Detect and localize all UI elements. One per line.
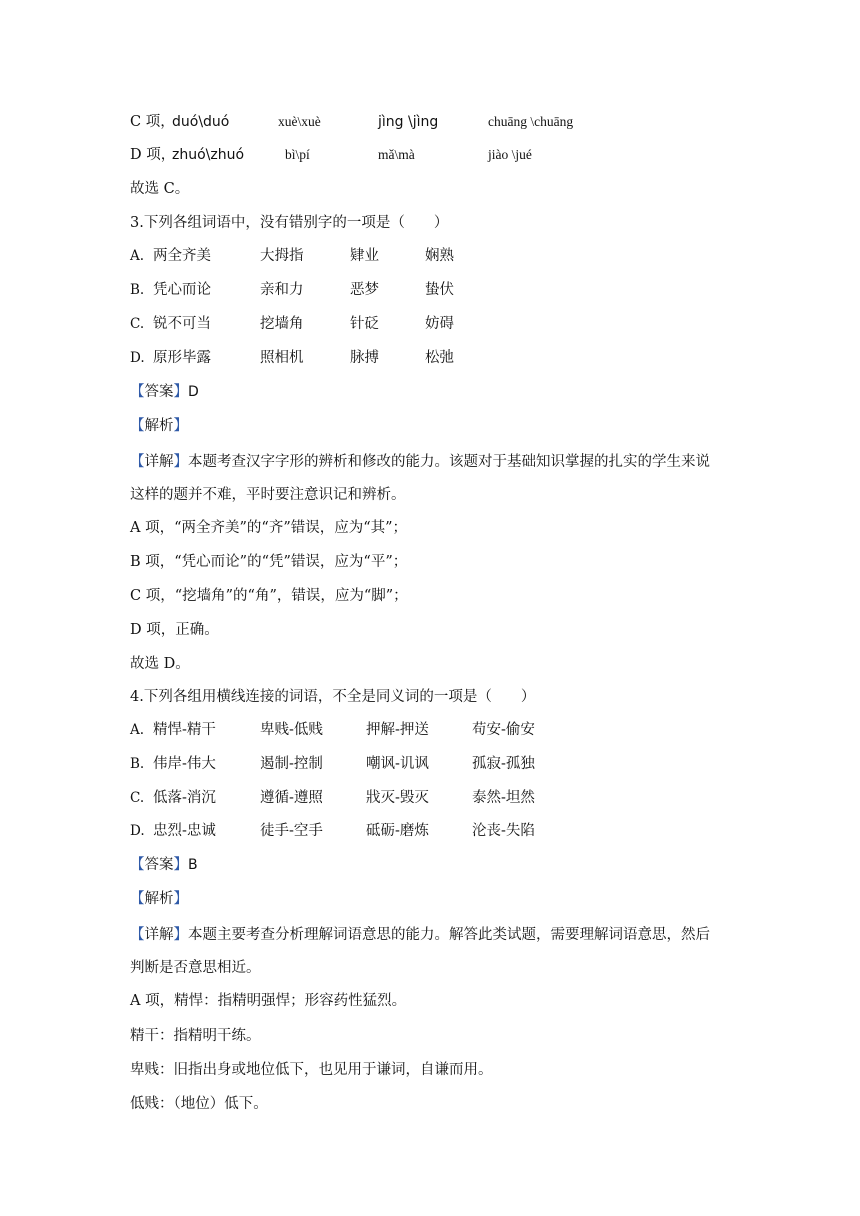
q3-option-b-word-2: 亲和力 <box>260 282 304 298</box>
q3-option-c-word-2: 挖墙角 <box>260 316 304 332</box>
q3-note-d: D 项，正确。 <box>130 622 219 638</box>
q2-conclusion: 故选 C。 <box>130 181 190 197</box>
q3-option-b-word-3: 恶梦 <box>350 282 379 298</box>
q3-option-d-word-2: 照相机 <box>260 350 304 366</box>
q4-detail-line-1 <box>130 925 710 945</box>
q3-analysis <box>130 416 188 436</box>
q2-c-prefix: C 项， <box>130 114 175 130</box>
q4-note-beijian: 卑贱：旧指出身或地位低下，也见用于谦词，自谦而用。 <box>130 1062 493 1078</box>
q3-analysis-head: 解析 <box>144 418 174 434</box>
q4-option-a-word-2: 卑贱-低贱 <box>260 722 323 738</box>
q4-note-a: A 项，精悍：指精明强悍；形容药性猛烈。 <box>130 993 407 1009</box>
q3-option-a-word-3: 肄业 <box>350 248 379 264</box>
q3-note-b: B 项，“凭心而论”的“凭”错误，应为“平”； <box>130 554 408 570</box>
q4-answer-head: 答案 <box>144 857 174 873</box>
q4-option-b-word-1: 伟岸-伟大 <box>153 756 216 772</box>
q4-option-c-label: C. <box>130 790 145 806</box>
q3-analysis-bracket-close: 】 <box>173 418 188 434</box>
q2-d-cell-3: mǎ\mà <box>378 147 415 162</box>
q4-detail-text-1: 本题主要考查分析理解词语意思的能力。解答此类试题，需要理解词语意思，然后 <box>188 927 710 943</box>
q4-note-jinggan: 精干：指精明干练。 <box>130 1028 261 1044</box>
q3-answer-head: 答案 <box>144 384 174 400</box>
q3-option-b-word-1: 凭心而论 <box>153 282 211 298</box>
q4-option-d-label: D. <box>130 823 145 839</box>
q4-option-c-word-4: 泰然-坦然 <box>472 790 535 806</box>
q4-option-a-word-4: 苟安-偷安 <box>472 722 535 738</box>
q4-option-d-word-1: 忠烈-忠诚 <box>153 823 216 839</box>
q3-analysis-bracket-open: 【 <box>130 418 145 434</box>
q4-analysis <box>130 889 188 909</box>
q3-option-b-label: B. <box>130 282 145 298</box>
q4-option-c-word-2: 遵循-遵照 <box>260 790 323 806</box>
q4-answer-bracket-open: 【 <box>130 857 145 873</box>
q2-d-cell-4: jiào \jué <box>488 147 532 162</box>
q4-option-d-word-4: 沦丧-失陷 <box>472 823 535 839</box>
q4-option-d-word-3: 砥砺-磨炼 <box>366 823 429 839</box>
q4-option-d-word-2: 徒手-空手 <box>260 823 323 839</box>
q4-answer-value: B <box>188 857 198 873</box>
q3-option-c-word-4: 妨碍 <box>425 316 454 332</box>
q2-c-cell-3: jìng \jìng <box>378 114 439 130</box>
q4-option-a-word-3: 押解-押送 <box>366 722 429 738</box>
q4-option-c-word-3: 戕灭-毁灭 <box>366 790 429 806</box>
q3-option-b-word-4: 蛰伏 <box>425 282 454 298</box>
q3-detail-bracket-close: 】 <box>173 454 188 470</box>
q3-answer <box>130 382 199 402</box>
q3-option-a-label: A. <box>130 248 145 264</box>
q3-option-a-word-4: 娴熟 <box>425 248 454 264</box>
q3-option-a-word-2: 大拇指 <box>260 248 304 264</box>
q4-detail-line-2: 判断是否意思相近。 <box>130 960 261 976</box>
q3-option-c-word-1: 锐不可当 <box>153 316 211 332</box>
q2-d-cell-2: bì\pí <box>285 147 310 162</box>
q3-answer-value: D <box>188 384 199 400</box>
q4-detail-bracket-close: 】 <box>173 927 188 943</box>
q4-stem: 4.下列各组用横线连接的词语，不全是同义词的一项是（ ） <box>130 689 536 705</box>
q3-detail-line-1 <box>130 452 710 472</box>
q3-option-d-word-4: 松弛 <box>425 350 454 366</box>
q4-answer <box>130 855 198 875</box>
q4-option-b-word-2: 遏制-控制 <box>260 756 323 772</box>
q2-c-cell-2: xuè\xuè <box>278 114 321 129</box>
q4-note-dijian: 低贱：（地位）低下。 <box>130 1096 268 1112</box>
q3-option-d-word-3: 脉搏 <box>350 350 379 366</box>
q3-option-d-word-1: 原形毕露 <box>153 350 211 366</box>
q3-stem: 3.下列各组词语中，没有错别字的一项是（ ） <box>130 215 449 231</box>
q3-detail-bracket-open: 【 <box>130 454 145 470</box>
q3-note-a: A 项，“两全齐美”的“齐”错误，应为“其”； <box>130 520 408 536</box>
q4-option-b-word-3: 嘲讽-讥讽 <box>366 756 429 772</box>
q3-answer-bracket-open: 【 <box>130 384 145 400</box>
q2-d-cell-1: zhuó\zhuó <box>172 147 245 163</box>
q4-answer-bracket-close: 】 <box>173 857 188 873</box>
q3-detail-text-1: 本题考查汉字字形的辨析和修改的能力。该题对于基础知识掌握的扎实的学生来说 <box>188 454 710 470</box>
q4-detail-head: 详解 <box>144 927 174 943</box>
q4-option-a-word-1: 精悍-精干 <box>153 722 216 738</box>
q4-option-b-word-4: 孤寂-孤独 <box>472 756 535 772</box>
q3-detail-line-2: 这样的题并不难，平时要注意识记和辨析。 <box>130 487 406 503</box>
q2-c-cell-1: duó\duó <box>172 114 230 130</box>
q4-analysis-bracket-close: 】 <box>173 891 188 907</box>
q3-option-a-word-1: 两全齐美 <box>153 248 211 264</box>
q4-analysis-head: 解析 <box>144 891 174 907</box>
q4-detail-bracket-open: 【 <box>130 927 145 943</box>
q2-d-prefix: D 项， <box>130 147 176 163</box>
q4-option-c-word-1: 低落-消沉 <box>153 790 216 806</box>
q3-option-c-label: C. <box>130 316 145 332</box>
q3-option-c-word-3: 针砭 <box>350 316 379 332</box>
q4-option-a-label: A. <box>130 722 145 738</box>
q3-detail-head: 详解 <box>144 454 174 470</box>
q3-answer-bracket-close: 】 <box>173 384 188 400</box>
q3-option-d-label: D. <box>130 350 145 366</box>
q2-c-cell-4: chuāng \chuāng <box>488 114 574 129</box>
q4-analysis-bracket-open: 【 <box>130 891 145 907</box>
q4-option-b-label: B. <box>130 756 145 772</box>
q3-note-c: C 项，“挖墙角”的“角”，错误，应为“脚”； <box>130 588 408 604</box>
q3-conclusion: 故选 D。 <box>130 656 190 672</box>
